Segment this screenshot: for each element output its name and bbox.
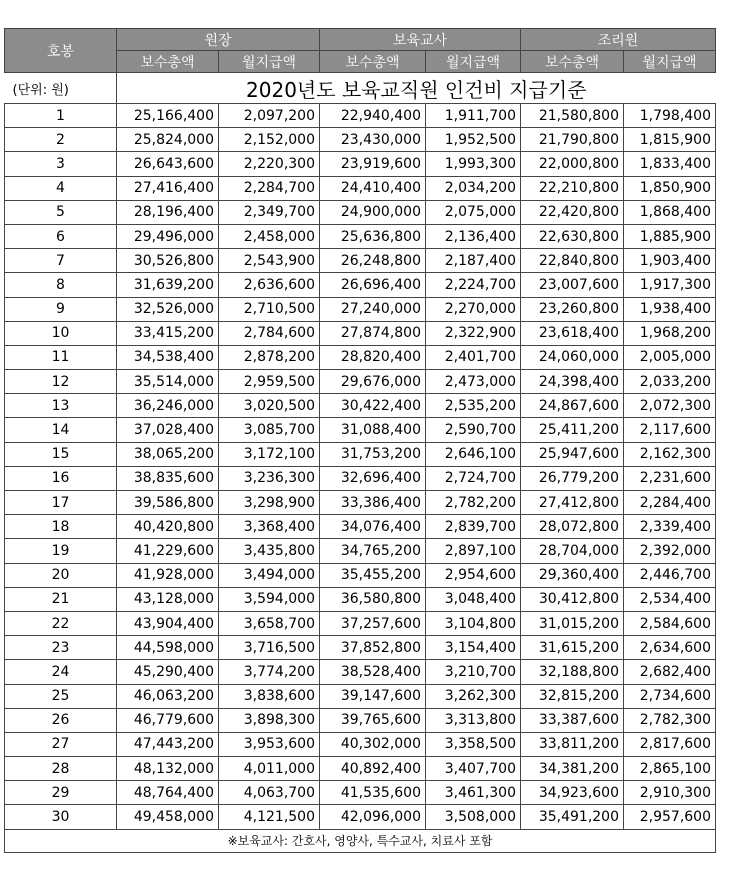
amount-cell: 2,458,000 xyxy=(219,224,320,248)
amount-cell: 2,136,400 xyxy=(426,224,521,248)
amount-cell: 3,774,200 xyxy=(219,660,320,684)
amount-cell: 30,422,400 xyxy=(320,394,426,418)
amount-cell: 25,824,000 xyxy=(117,128,219,152)
amount-cell: 26,643,600 xyxy=(117,152,219,176)
amount-cell: 28,196,400 xyxy=(117,200,219,224)
amount-cell: 2,910,300 xyxy=(624,781,716,805)
amount-cell: 2,634,600 xyxy=(624,636,716,660)
amount-cell: 2,534,400 xyxy=(624,587,716,611)
amount-cell: 3,658,700 xyxy=(219,611,320,635)
amount-cell: 43,128,000 xyxy=(117,587,219,611)
table-row xyxy=(5,757,716,781)
table-row xyxy=(5,200,716,224)
amount-cell: 3,435,800 xyxy=(219,539,320,563)
amount-cell: 38,528,400 xyxy=(320,660,426,684)
step-cell: 11 xyxy=(5,345,117,369)
amount-cell: 29,496,000 xyxy=(117,224,219,248)
amount-cell: 23,618,400 xyxy=(521,321,624,345)
amount-cell: 1,917,300 xyxy=(624,273,716,297)
amount-cell: 27,874,800 xyxy=(320,321,426,345)
amount-cell: 32,696,400 xyxy=(320,466,426,490)
table-body xyxy=(5,104,716,830)
table-row xyxy=(5,321,716,345)
table-row xyxy=(5,152,716,176)
header-sub-annual: 보수총액 xyxy=(117,51,219,73)
amount-cell: 25,166,400 xyxy=(117,104,219,128)
amount-cell: 32,526,000 xyxy=(117,297,219,321)
amount-cell: 3,407,700 xyxy=(426,757,521,781)
amount-cell: 40,302,000 xyxy=(320,732,426,756)
amount-cell: 30,412,800 xyxy=(521,587,624,611)
amount-cell: 2,117,600 xyxy=(624,418,716,442)
amount-cell: 1,833,400 xyxy=(624,152,716,176)
amount-cell: 47,443,200 xyxy=(117,732,219,756)
amount-cell: 33,415,200 xyxy=(117,321,219,345)
amount-cell: 2,072,300 xyxy=(624,394,716,418)
table-row xyxy=(5,176,716,200)
step-cell: 1 xyxy=(5,104,117,128)
amount-cell: 25,947,600 xyxy=(521,442,624,466)
step-cell: 15 xyxy=(5,442,117,466)
step-cell: 9 xyxy=(5,297,117,321)
header-group-director: 원장 xyxy=(117,29,320,51)
step-cell: 4 xyxy=(5,176,117,200)
amount-cell: 2,097,200 xyxy=(219,104,320,128)
amount-cell: 35,514,000 xyxy=(117,370,219,394)
amount-cell: 3,716,500 xyxy=(219,636,320,660)
amount-cell: 2,584,600 xyxy=(624,611,716,635)
amount-cell: 35,455,200 xyxy=(320,563,426,587)
amount-cell: 2,284,700 xyxy=(219,176,320,200)
step-cell: 22 xyxy=(5,611,117,635)
amount-cell: 39,147,600 xyxy=(320,684,426,708)
amount-cell: 34,765,200 xyxy=(320,539,426,563)
amount-cell: 2,865,100 xyxy=(624,757,716,781)
amount-cell: 2,162,300 xyxy=(624,442,716,466)
step-cell: 10 xyxy=(5,321,117,345)
amount-cell: 2,817,600 xyxy=(624,732,716,756)
amount-cell: 25,411,200 xyxy=(521,418,624,442)
step-cell: 12 xyxy=(5,370,117,394)
table-row xyxy=(5,466,716,490)
amount-cell: 3,594,000 xyxy=(219,587,320,611)
amount-cell: 2,401,700 xyxy=(426,345,521,369)
step-cell: 30 xyxy=(5,805,117,829)
title-row xyxy=(5,73,716,104)
amount-cell: 48,132,000 xyxy=(117,757,219,781)
amount-cell: 2,535,200 xyxy=(426,394,521,418)
amount-cell: 4,063,700 xyxy=(219,781,320,805)
amount-cell: 44,598,000 xyxy=(117,636,219,660)
amount-cell: 1,798,400 xyxy=(624,104,716,128)
amount-cell: 2,033,200 xyxy=(624,370,716,394)
amount-cell: 22,420,800 xyxy=(521,200,624,224)
amount-cell: 1,815,900 xyxy=(624,128,716,152)
amount-cell: 2,339,400 xyxy=(624,515,716,539)
amount-cell: 38,835,600 xyxy=(117,466,219,490)
header-group-teacher: 보육교사 xyxy=(320,29,521,51)
amount-cell: 23,260,800 xyxy=(521,297,624,321)
amount-cell: 2,897,100 xyxy=(426,539,521,563)
amount-cell: 31,753,200 xyxy=(320,442,426,466)
table-row xyxy=(5,442,716,466)
amount-cell: 3,048,400 xyxy=(426,587,521,611)
table-row xyxy=(5,563,716,587)
amount-cell: 1,993,300 xyxy=(426,152,521,176)
amount-cell: 39,586,800 xyxy=(117,491,219,515)
amount-cell: 4,121,500 xyxy=(219,805,320,829)
amount-cell: 3,368,400 xyxy=(219,515,320,539)
step-cell: 14 xyxy=(5,418,117,442)
amount-cell: 3,953,600 xyxy=(219,732,320,756)
amount-cell: 1,850,900 xyxy=(624,176,716,200)
amount-cell: 34,076,400 xyxy=(320,515,426,539)
amount-cell: 21,790,800 xyxy=(521,128,624,152)
table-row xyxy=(5,418,716,442)
amount-cell: 2,839,700 xyxy=(426,515,521,539)
amount-cell: 3,508,000 xyxy=(426,805,521,829)
table-row xyxy=(5,394,716,418)
header-sub-annual: 보수총액 xyxy=(521,51,624,73)
amount-cell: 23,919,600 xyxy=(320,152,426,176)
amount-cell: 2,734,600 xyxy=(624,684,716,708)
amount-cell: 23,430,000 xyxy=(320,128,426,152)
amount-cell: 2,034,200 xyxy=(426,176,521,200)
amount-cell: 39,765,600 xyxy=(320,708,426,732)
step-cell: 8 xyxy=(5,273,117,297)
table-row xyxy=(5,611,716,635)
amount-cell: 27,240,000 xyxy=(320,297,426,321)
amount-cell: 2,957,600 xyxy=(624,805,716,829)
header-sub-annual: 보수총액 xyxy=(320,51,426,73)
amount-cell: 3,085,700 xyxy=(219,418,320,442)
amount-cell: 3,104,800 xyxy=(426,611,521,635)
amount-cell: 40,892,400 xyxy=(320,757,426,781)
step-cell: 29 xyxy=(5,781,117,805)
header-sub-monthly: 월지급액 xyxy=(624,51,716,73)
table-row xyxy=(5,224,716,248)
amount-cell: 2,636,600 xyxy=(219,273,320,297)
amount-cell: 28,704,000 xyxy=(521,539,624,563)
amount-cell: 2,710,500 xyxy=(219,297,320,321)
amount-cell: 31,615,200 xyxy=(521,636,624,660)
amount-cell: 1,885,900 xyxy=(624,224,716,248)
amount-cell: 2,231,600 xyxy=(624,466,716,490)
amount-cell: 42,096,000 xyxy=(320,805,426,829)
footnote: ※보육교사: 간호사, 영양사, 특수교사, 치료사 포함 xyxy=(5,829,716,852)
step-cell: 28 xyxy=(5,757,117,781)
table-row xyxy=(5,684,716,708)
amount-cell: 2,959,500 xyxy=(219,370,320,394)
amount-cell: 22,940,400 xyxy=(320,104,426,128)
amount-cell: 41,229,600 xyxy=(117,539,219,563)
table-row xyxy=(5,781,716,805)
amount-cell: 33,811,200 xyxy=(521,732,624,756)
amount-cell: 1,968,200 xyxy=(624,321,716,345)
amount-cell: 3,298,900 xyxy=(219,491,320,515)
table-row xyxy=(5,491,716,515)
amount-cell: 29,676,000 xyxy=(320,370,426,394)
amount-cell: 2,446,700 xyxy=(624,563,716,587)
amount-cell: 23,007,600 xyxy=(521,273,624,297)
table-row xyxy=(5,104,716,128)
amount-cell: 38,065,200 xyxy=(117,442,219,466)
amount-cell: 2,784,600 xyxy=(219,321,320,345)
amount-cell: 45,290,400 xyxy=(117,660,219,684)
table-row xyxy=(5,273,716,297)
amount-cell: 34,381,200 xyxy=(521,757,624,781)
amount-cell: 3,154,400 xyxy=(426,636,521,660)
amount-cell: 27,416,400 xyxy=(117,176,219,200)
amount-cell: 36,580,800 xyxy=(320,587,426,611)
step-cell: 21 xyxy=(5,587,117,611)
amount-cell: 2,187,400 xyxy=(426,249,521,273)
amount-cell: 27,412,800 xyxy=(521,491,624,515)
amount-cell: 3,262,300 xyxy=(426,684,521,708)
amount-cell: 2,782,200 xyxy=(426,491,521,515)
amount-cell: 33,386,400 xyxy=(320,491,426,515)
amount-cell: 28,072,800 xyxy=(521,515,624,539)
amount-cell: 2,224,700 xyxy=(426,273,521,297)
table-row xyxy=(5,708,716,732)
header-sub-monthly: 월지급액 xyxy=(426,51,521,73)
amount-cell: 3,838,600 xyxy=(219,684,320,708)
step-cell: 7 xyxy=(5,249,117,273)
amount-cell: 2,284,400 xyxy=(624,491,716,515)
amount-cell: 43,904,400 xyxy=(117,611,219,635)
amount-cell: 1,938,400 xyxy=(624,297,716,321)
amount-cell: 24,398,400 xyxy=(521,370,624,394)
amount-cell: 35,491,200 xyxy=(521,805,624,829)
amount-cell: 2,878,200 xyxy=(219,345,320,369)
amount-cell: 31,088,400 xyxy=(320,418,426,442)
amount-cell: 46,063,200 xyxy=(117,684,219,708)
step-cell: 19 xyxy=(5,539,117,563)
table-row xyxy=(5,587,716,611)
amount-cell: 31,015,200 xyxy=(521,611,624,635)
amount-cell: 29,360,400 xyxy=(521,563,624,587)
table-row xyxy=(5,128,716,152)
table-row xyxy=(5,297,716,321)
amount-cell: 22,000,800 xyxy=(521,152,624,176)
step-cell: 13 xyxy=(5,394,117,418)
step-cell: 20 xyxy=(5,563,117,587)
amount-cell: 24,410,400 xyxy=(320,176,426,200)
step-cell: 27 xyxy=(5,732,117,756)
amount-cell: 26,248,800 xyxy=(320,249,426,273)
amount-cell: 2,349,700 xyxy=(219,200,320,224)
table-row xyxy=(5,539,716,563)
step-cell: 24 xyxy=(5,660,117,684)
amount-cell: 4,011,000 xyxy=(219,757,320,781)
amount-cell: 2,152,000 xyxy=(219,128,320,152)
amount-cell: 2,005,000 xyxy=(624,345,716,369)
amount-cell: 22,210,800 xyxy=(521,176,624,200)
amount-cell: 3,494,000 xyxy=(219,563,320,587)
amount-cell: 2,473,000 xyxy=(426,370,521,394)
table-row xyxy=(5,660,716,684)
step-cell: 23 xyxy=(5,636,117,660)
table-row xyxy=(5,732,716,756)
amount-cell: 48,764,400 xyxy=(117,781,219,805)
step-cell: 3 xyxy=(5,152,117,176)
table-header xyxy=(5,29,716,73)
amount-cell: 2,782,300 xyxy=(624,708,716,732)
amount-cell: 30,526,800 xyxy=(117,249,219,273)
amount-cell: 28,820,400 xyxy=(320,345,426,369)
amount-cell: 22,630,800 xyxy=(521,224,624,248)
amount-cell: 37,028,400 xyxy=(117,418,219,442)
amount-cell: 2,075,000 xyxy=(426,200,521,224)
amount-cell: 32,815,200 xyxy=(521,684,624,708)
amount-cell: 3,461,300 xyxy=(426,781,521,805)
amount-cell: 24,060,000 xyxy=(521,345,624,369)
unit-cell: (단위: 원) xyxy=(5,73,117,104)
amount-cell: 3,210,700 xyxy=(426,660,521,684)
table-row xyxy=(5,370,716,394)
amount-cell: 37,257,600 xyxy=(320,611,426,635)
amount-cell: 26,696,400 xyxy=(320,273,426,297)
page-title: 2020년도 보육교직원 인건비 지급기준 xyxy=(117,73,716,104)
table-row xyxy=(5,805,716,829)
step-cell: 2 xyxy=(5,128,117,152)
amount-cell: 1,903,400 xyxy=(624,249,716,273)
amount-cell: 36,246,000 xyxy=(117,394,219,418)
amount-cell: 24,900,000 xyxy=(320,200,426,224)
amount-cell: 34,923,600 xyxy=(521,781,624,805)
header-step: 호봉 xyxy=(5,29,117,73)
amount-cell: 33,387,600 xyxy=(521,708,624,732)
header-sub-monthly: 월지급액 xyxy=(219,51,320,73)
step-cell: 17 xyxy=(5,491,117,515)
amount-cell: 2,220,300 xyxy=(219,152,320,176)
amount-cell: 2,646,100 xyxy=(426,442,521,466)
amount-cell: 2,543,900 xyxy=(219,249,320,273)
amount-cell: 1,868,400 xyxy=(624,200,716,224)
amount-cell: 40,420,800 xyxy=(117,515,219,539)
amount-cell: 26,779,200 xyxy=(521,466,624,490)
amount-cell: 41,928,000 xyxy=(117,563,219,587)
amount-cell: 2,322,900 xyxy=(426,321,521,345)
amount-cell: 25,636,800 xyxy=(320,224,426,248)
step-cell: 18 xyxy=(5,515,117,539)
table-row xyxy=(5,636,716,660)
amount-cell: 41,535,600 xyxy=(320,781,426,805)
amount-cell: 37,852,800 xyxy=(320,636,426,660)
amount-cell: 32,188,800 xyxy=(521,660,624,684)
amount-cell: 22,840,800 xyxy=(521,249,624,273)
step-cell: 16 xyxy=(5,466,117,490)
amount-cell: 31,639,200 xyxy=(117,273,219,297)
amount-cell: 2,270,000 xyxy=(426,297,521,321)
table-row xyxy=(5,249,716,273)
header-group-cook: 조리원 xyxy=(521,29,716,51)
amount-cell: 3,236,300 xyxy=(219,466,320,490)
amount-cell: 21,580,800 xyxy=(521,104,624,128)
amount-cell: 1,952,500 xyxy=(426,128,521,152)
amount-cell: 2,392,000 xyxy=(624,539,716,563)
amount-cell: 24,867,600 xyxy=(521,394,624,418)
step-cell: 26 xyxy=(5,708,117,732)
table-row xyxy=(5,515,716,539)
amount-cell: 2,590,700 xyxy=(426,418,521,442)
amount-cell: 2,724,700 xyxy=(426,466,521,490)
amount-cell: 1,911,700 xyxy=(426,104,521,128)
salary-table xyxy=(4,28,716,853)
amount-cell: 49,458,000 xyxy=(117,805,219,829)
table-row xyxy=(5,345,716,369)
amount-cell: 3,358,500 xyxy=(426,732,521,756)
note-row xyxy=(5,829,716,852)
amount-cell: 46,779,600 xyxy=(117,708,219,732)
amount-cell: 3,898,300 xyxy=(219,708,320,732)
step-cell: 25 xyxy=(5,684,117,708)
amount-cell: 2,682,400 xyxy=(624,660,716,684)
amount-cell: 2,954,600 xyxy=(426,563,521,587)
amount-cell: 34,538,400 xyxy=(117,345,219,369)
step-cell: 6 xyxy=(5,224,117,248)
amount-cell: 3,172,100 xyxy=(219,442,320,466)
step-cell: 5 xyxy=(5,200,117,224)
amount-cell: 3,313,800 xyxy=(426,708,521,732)
amount-cell: 3,020,500 xyxy=(219,394,320,418)
